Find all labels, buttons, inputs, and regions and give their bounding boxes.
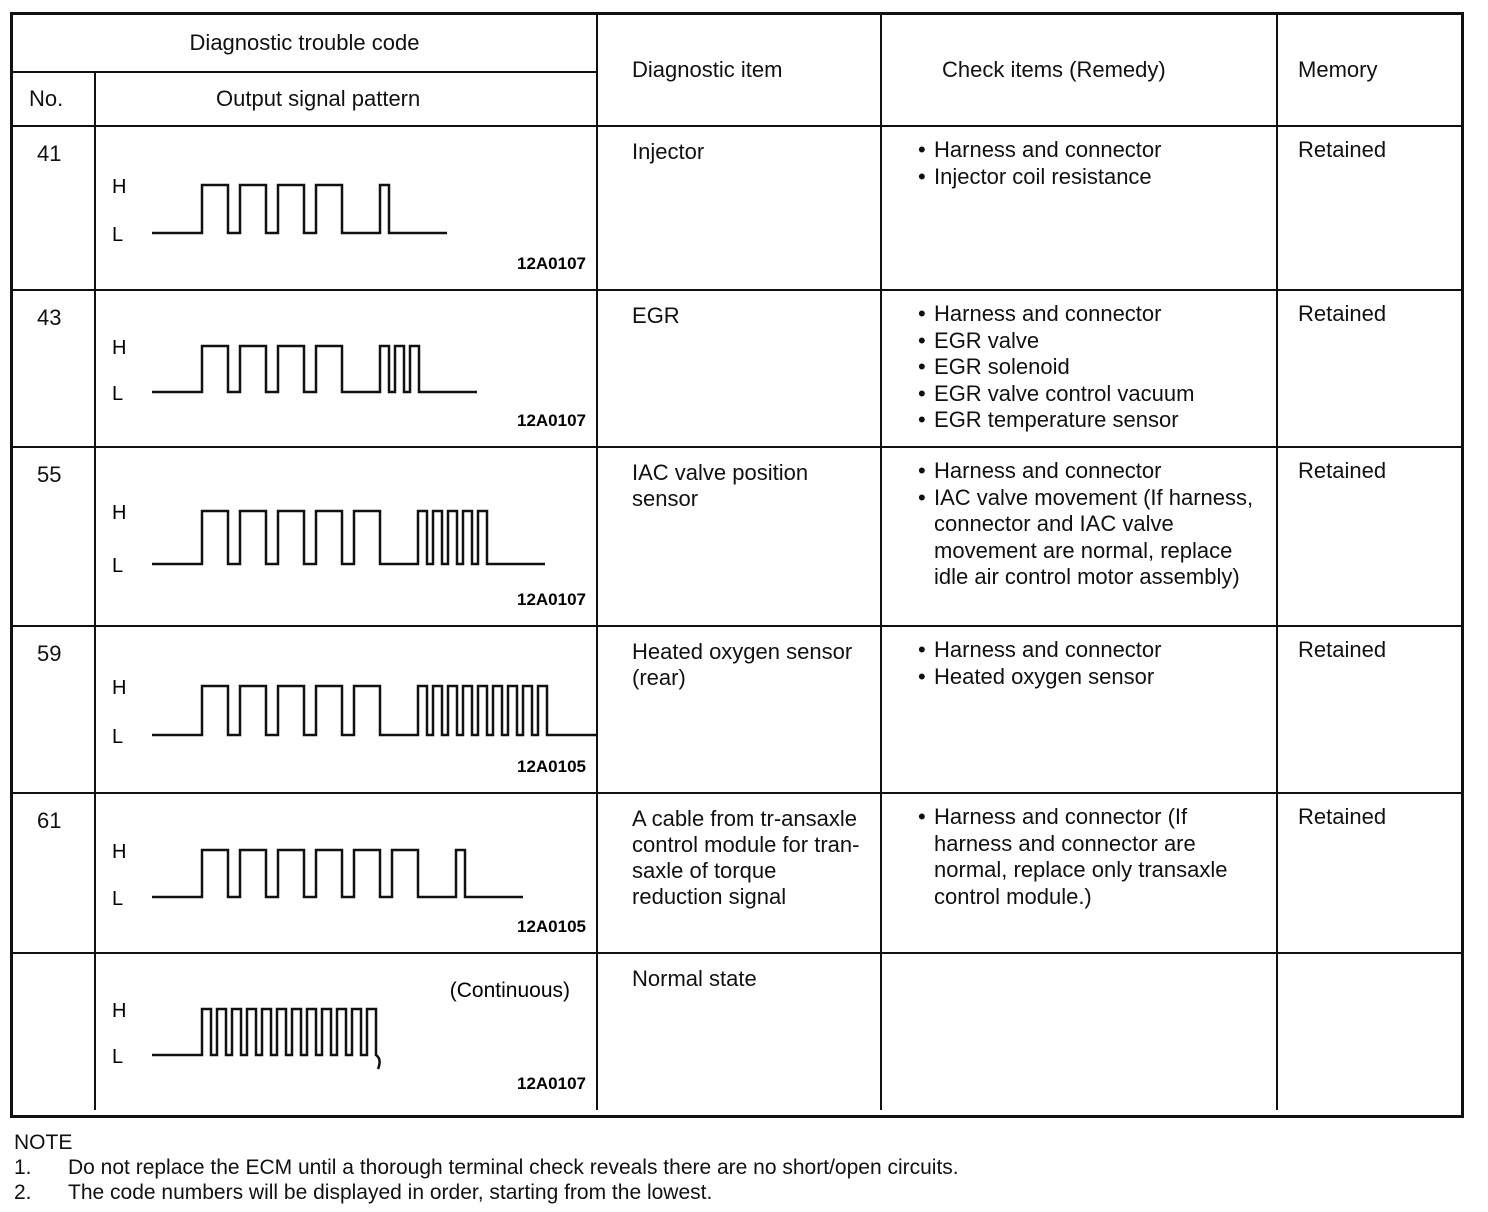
header-diagnostic-item: Diagnostic item bbox=[597, 15, 881, 126]
signal-pattern-graphic bbox=[96, 127, 596, 287]
note-item bbox=[14, 1180, 959, 1205]
check-item-list bbox=[918, 804, 1270, 910]
signal-waveform bbox=[152, 185, 447, 233]
check-item: • Harness and connector bbox=[918, 137, 1270, 164]
signal-low-label: L bbox=[112, 1046, 124, 1068]
code-number bbox=[13, 953, 95, 1110]
diagnostic-item: Injector bbox=[597, 126, 881, 290]
figure-code: 12A0107 bbox=[516, 254, 586, 273]
signal-waveform bbox=[152, 346, 477, 392]
signal-waveform bbox=[152, 850, 523, 897]
signal-high-label: H bbox=[112, 841, 127, 863]
signal-low-label: L bbox=[112, 383, 124, 405]
header-output-signal-pattern: Output signal pattern bbox=[95, 72, 597, 126]
signal-low-label: L bbox=[112, 726, 124, 748]
signal-high-label: H bbox=[112, 677, 127, 699]
header-no: No. bbox=[13, 72, 95, 126]
header-trouble-code: Diagnostic trouble code bbox=[13, 15, 597, 72]
check-item-list bbox=[918, 458, 1270, 591]
signal-high-label: H bbox=[112, 337, 127, 359]
note-number: 1. bbox=[14, 1156, 32, 1179]
check-items bbox=[881, 126, 1277, 290]
signal-waveform bbox=[152, 511, 545, 564]
table-row bbox=[13, 290, 1461, 447]
signal-pattern-graphic bbox=[96, 627, 596, 790]
figure-code: 12A0105 bbox=[516, 757, 586, 776]
memory-status: Retained bbox=[1277, 447, 1461, 626]
check-item: • Harness and connector (If harness and connector are normal, replace only transaxle control module.) bbox=[918, 804, 1270, 910]
code-number: 55 bbox=[13, 447, 95, 626]
output-signal-pattern bbox=[95, 447, 597, 626]
check-item: • IAC valve movement (If harness, connector and IAC valve movement are normal, replace idle air control motor assembly) bbox=[918, 485, 1270, 591]
note-title: NOTE bbox=[14, 1131, 73, 1154]
check-item-list bbox=[918, 137, 1270, 190]
output-signal-pattern bbox=[95, 626, 597, 793]
signal-low-label: L bbox=[112, 224, 124, 246]
signal-pattern-graphic bbox=[96, 794, 596, 950]
memory-status: Retained bbox=[1277, 126, 1461, 290]
diagnostic-item: IAC valve position sensor bbox=[597, 447, 881, 626]
check-items bbox=[881, 793, 1277, 953]
signal-high-label: H bbox=[112, 1000, 127, 1022]
figure-code: 12A0107 bbox=[516, 590, 586, 609]
check-items bbox=[881, 626, 1277, 793]
table-row bbox=[13, 953, 1461, 1110]
check-item: • EGR temperature sensor bbox=[918, 407, 1270, 434]
header-memory: Memory bbox=[1277, 15, 1461, 126]
diagnostic-table bbox=[13, 15, 1461, 1110]
header-check-items: Check items (Remedy) bbox=[881, 15, 1277, 126]
code-number: 59 bbox=[13, 626, 95, 793]
output-signal-pattern bbox=[95, 793, 597, 953]
note-text: Do not replace the ECM until a thorough terminal check reveals there are no short/open circuits. bbox=[68, 1156, 959, 1179]
memory-status: Retained bbox=[1277, 290, 1461, 447]
signal-high-label: H bbox=[112, 176, 127, 198]
signal-waveform bbox=[152, 1009, 380, 1069]
diagnostic-item: EGR bbox=[597, 290, 881, 447]
memory-status: Retained bbox=[1277, 626, 1461, 793]
code-number: 41 bbox=[13, 126, 95, 290]
check-item-list bbox=[918, 301, 1270, 434]
diagnostic-item: Normal state bbox=[597, 953, 881, 1110]
figure-code: 12A0107 bbox=[516, 1074, 586, 1093]
output-signal-pattern bbox=[95, 953, 597, 1110]
table-row bbox=[13, 126, 1461, 290]
signal-pattern-graphic bbox=[96, 448, 596, 623]
table-row bbox=[13, 447, 1461, 626]
signal-pattern-graphic bbox=[96, 954, 596, 1107]
diagnostic-table-frame bbox=[10, 12, 1464, 1118]
figure-code: 12A0105 bbox=[516, 917, 586, 936]
memory-status bbox=[1277, 953, 1461, 1110]
code-number: 61 bbox=[13, 793, 95, 953]
signal-low-label: L bbox=[112, 555, 124, 577]
continuous-label: (Continuous) bbox=[449, 979, 570, 1002]
output-signal-pattern bbox=[95, 126, 597, 290]
note-number: 2. bbox=[14, 1181, 32, 1204]
check-item: • Injector coil resistance bbox=[918, 164, 1270, 191]
check-item: • EGR valve bbox=[918, 328, 1270, 355]
diagnostic-item: Heated oxygen sensor (rear) bbox=[597, 626, 881, 793]
check-item: • Harness and connector bbox=[918, 458, 1270, 485]
code-number: 43 bbox=[13, 290, 95, 447]
check-item: • Harness and connector bbox=[918, 301, 1270, 328]
check-item-list bbox=[918, 637, 1270, 690]
figure-code: 12A0107 bbox=[516, 411, 586, 430]
signal-pattern-graphic bbox=[96, 291, 596, 444]
signal-waveform bbox=[152, 686, 596, 735]
signal-low-label: L bbox=[112, 888, 124, 910]
check-item: • Heated oxygen sensor bbox=[918, 664, 1270, 691]
check-item: • EGR valve control vacuum bbox=[918, 381, 1270, 408]
note-section bbox=[14, 1130, 959, 1205]
memory-status: Retained bbox=[1277, 793, 1461, 953]
signal-high-label: H bbox=[112, 502, 127, 524]
table-row bbox=[13, 626, 1461, 793]
note-text: The code numbers will be displayed in order, starting from the lowest. bbox=[68, 1181, 713, 1204]
check-item: • Harness and connector bbox=[918, 637, 1270, 664]
check-items bbox=[881, 953, 1277, 1110]
check-items bbox=[881, 290, 1277, 447]
table-row bbox=[13, 793, 1461, 953]
check-items bbox=[881, 447, 1277, 626]
note-item bbox=[14, 1155, 959, 1180]
output-signal-pattern bbox=[95, 290, 597, 447]
check-item: • EGR solenoid bbox=[918, 354, 1270, 381]
diagnostic-item: A cable from tr-ansaxle control module for tran-saxle of torque reduction signal bbox=[597, 793, 881, 953]
